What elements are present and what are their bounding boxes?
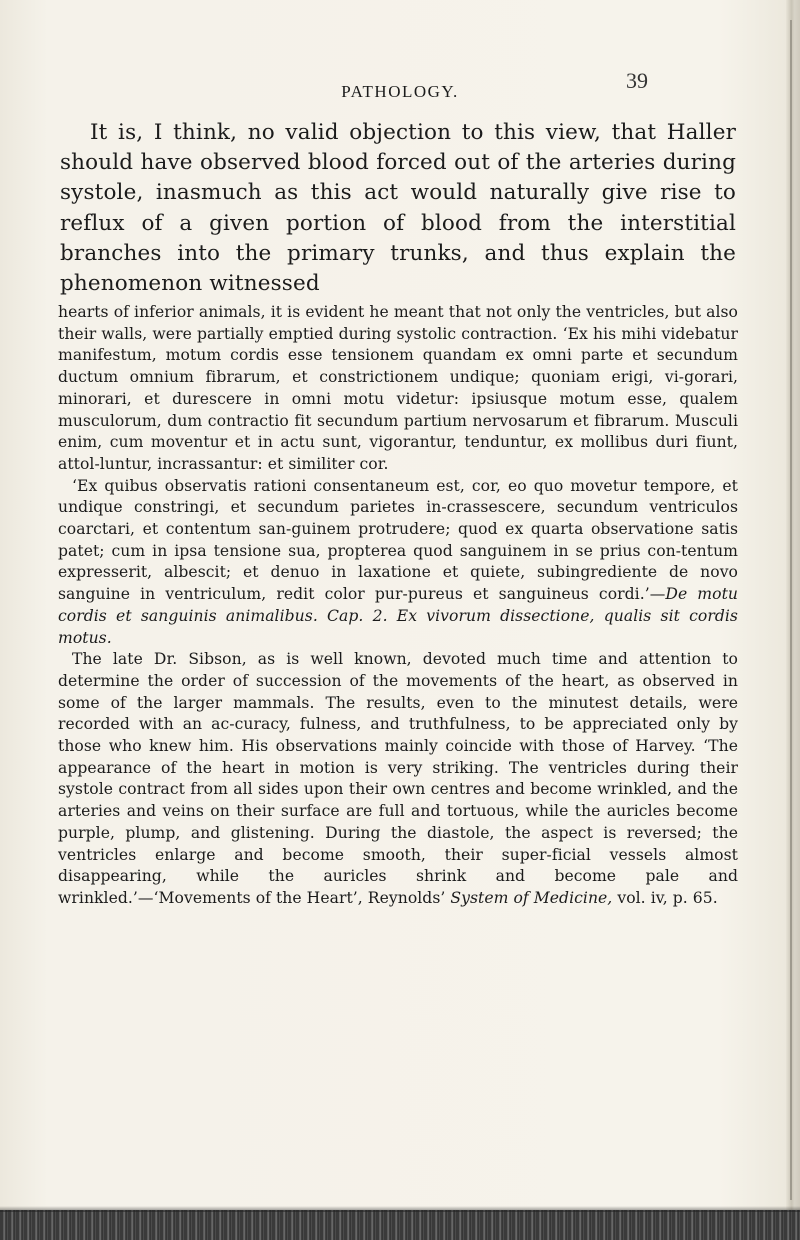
footnote-latin-quote: ‘Ex quibus observatis rationi consentaneum est, cor, eo quo movetur tempore, et undique constringi, et secundum parietes in-crassescere, secundum ventriculos coarctari, et contentum san-guinem protrudere; quod ex quarta observatione satis patet; cum in ipsa tensione sua, propterea quod sanguinem in se prius con-tentum expresserit, albescit; et denuo in laxatione et quiete, subingrediente de novo sanguine in ventriculum, redit color pur-pureus et sanguineus cordi.’— <box>58 476 738 604</box>
page-edge <box>786 0 800 1240</box>
scan-bottom-edge <box>0 1210 800 1240</box>
footnote-paragraph-1: hearts of inferior animals, it is evident he meant that not only the ventricles, but also their walls, were partially emptied during systolic contraction. ‘Ex his mihi videbatur manifestum, motum cordis esse tensionem quandam ex omni parte et secundum ductum omnium fibrarum, et constrictionem undique; quoniam erigi, vi-gorari, minorari, et durescere in omni motu videtur: ipsiusque motum esse, qualem musculorum, dum contractio fit secundum partium nervosarum et fibrarum. Musculi enim, cum moventur et in actu sunt, vigorantur, tenduntur, ex mollibus duri fiunt, attol-luntur, incrassantur: et similiter cor. <box>58 303 738 473</box>
footnote-sibson-text: The late Dr. Sibson, as is well known, devoted much time and attention to determine the order of succession of the movements of the heart, as observed in some of the larger mammals. The results, even to the minutest details, were recorded with an ac-curacy, fulness, and truthfulness, to be appreciated only by those who knew him. His observations mainly coincide with those of Harvey. ‘The appearance of the heart in motion is very striking. The ventricles during their systole contract from all sides upon their own centres and become wrinkled, and the arteries and veins on their surface are full and tortuous, while the auricles become purple, plump, and glistening. During the diastole, the aspect is reversed; the ventricles enlarge and become smooth, their super-ficial vessels almost disappearing, while the auricles shrink and become pale and wrinkled.’—‘Movements of the Heart’, Reynolds’ <box>58 650 738 907</box>
main-paragraph: It is, I think, no valid objection to this view, that Haller should have observed blood forced out of the arteries during systole, inasmuch as this act would naturally give rise to reflux of a given portion of blood from the interstitial branches into the primary trunks, and thus explain the phenomenon witnessed <box>60 120 736 297</box>
footnote-paragraph-2 <box>58 476 738 650</box>
footnote-block <box>58 302 738 910</box>
footnote-citation-harvey: De motu cordis et sanguinis animalibus. Cap. 2. Ex vivorum dissectione, qualis sit cordis motus. <box>58 585 738 647</box>
page-number: 39 <box>626 68 648 93</box>
running-head: PATHOLOGY. <box>341 82 459 101</box>
footnote-paragraph-3 <box>58 649 738 909</box>
footnote-citation-volume: vol. iv, p. 65. <box>617 888 718 907</box>
footnote-citation-reynolds: System of Medicine, <box>450 888 613 907</box>
